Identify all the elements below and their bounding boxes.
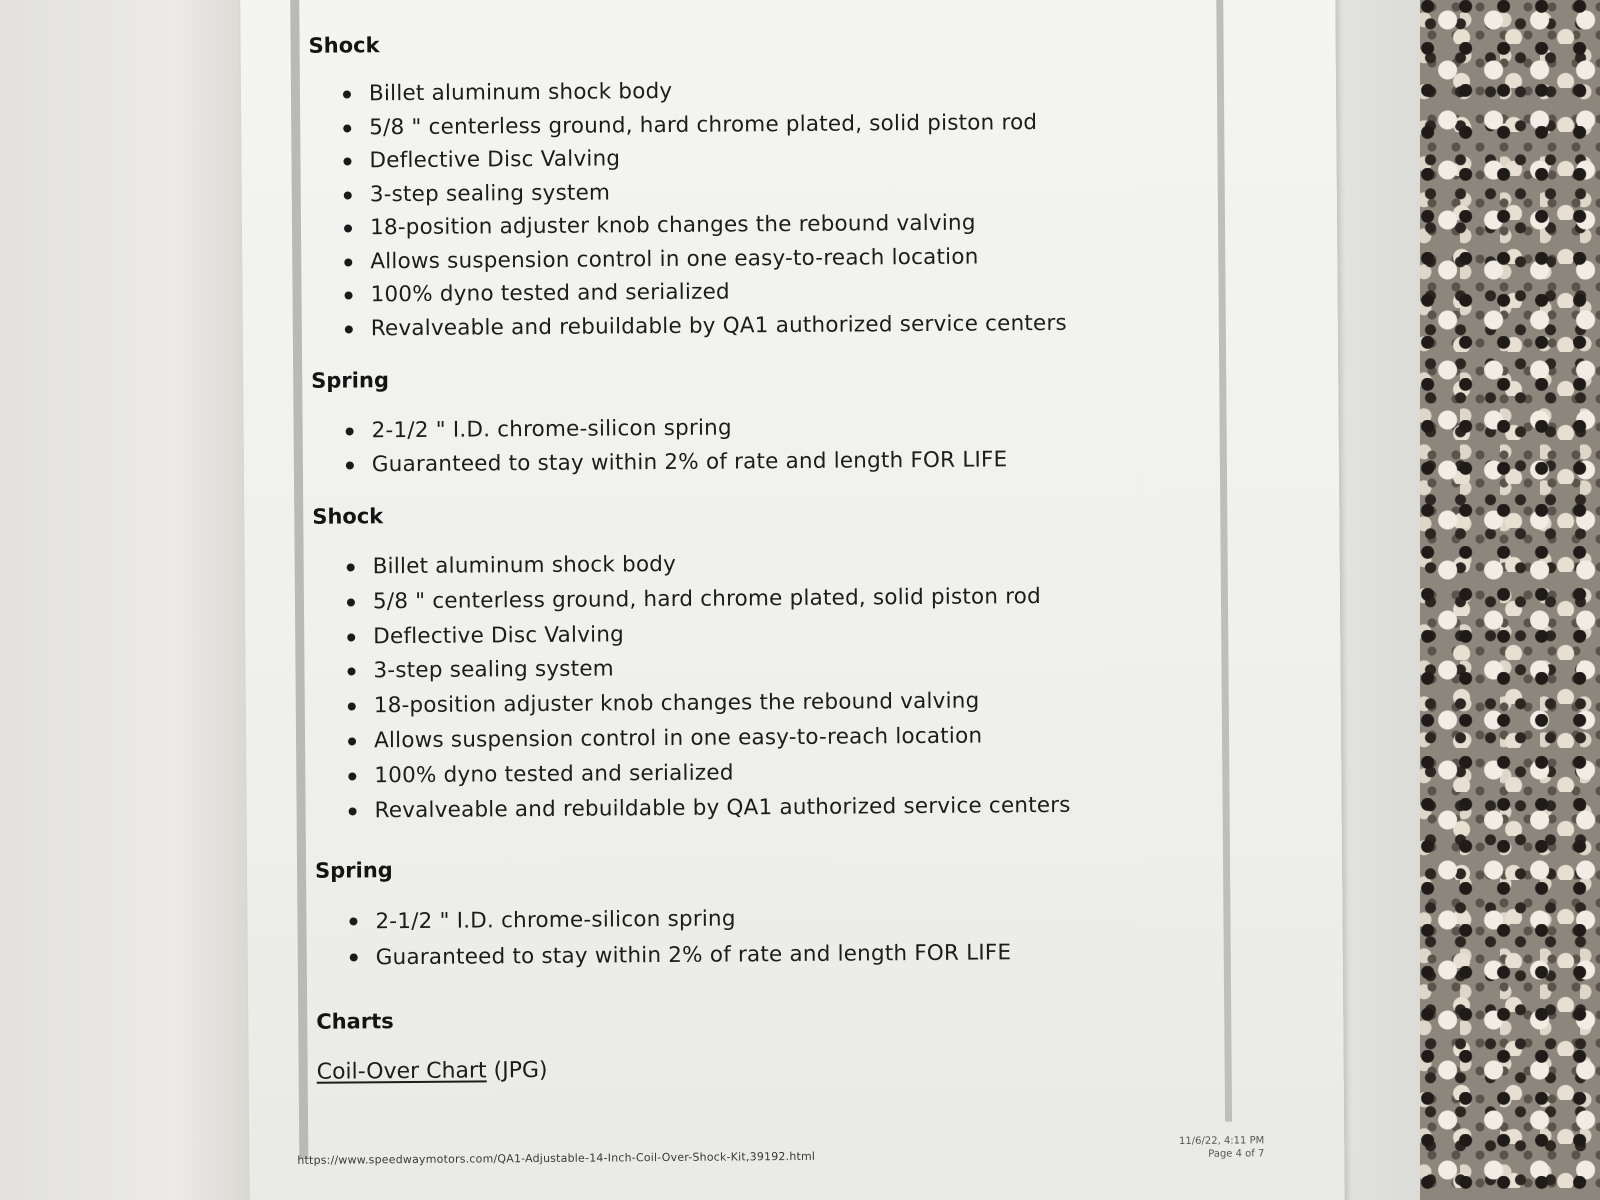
list-item: Guaranteed to stay within 2% of rate and length FOR LIFE: [312, 441, 1192, 481]
section-heading: Shock: [312, 504, 384, 529]
section-heading: Spring: [311, 368, 390, 393]
list-item: 3-step sealing system: [313, 648, 1193, 690]
list-item: 100% dyno tested and serialized: [310, 272, 1190, 312]
feature-list: [313, 544, 1195, 829]
footer-meta: [1174, 1134, 1264, 1161]
list-item: 3-step sealing system: [310, 171, 1190, 211]
coil-over-chart-link[interactable]: Coil-Over Chart: [316, 1058, 487, 1086]
list-item: 2-1/2 " I.D. chrome-silicon spring: [315, 898, 1195, 941]
list-item: Revalveable and rebuildable by QA1 authorized service centers: [311, 305, 1191, 345]
background-sheet: [0, 0, 250, 1200]
list-item: 2-1/2 " I.D. chrome-silicon spring: [311, 408, 1191, 448]
footer-timestamp: 11/6/22, 4:11 PM: [1178, 1135, 1265, 1147]
chart-file-type: (JPG): [486, 1058, 548, 1084]
right-margin-rule: [1216, 0, 1232, 1122]
list-item: Billet aluminum shock body: [309, 71, 1189, 111]
spring-section-2: [315, 852, 1196, 977]
section-heading: Spring: [314, 858, 393, 884]
section-heading: Shock: [308, 33, 380, 58]
list-item: Guaranteed to stay within 2% of rate and length FOR LIFE: [316, 934, 1196, 977]
feature-list: [311, 408, 1191, 482]
charts-heading: Charts: [316, 1009, 394, 1035]
feature-list: [309, 71, 1191, 346]
list-item: Deflective Disc Valving: [313, 613, 1193, 655]
footer-page-number: Page 4 of 7: [1208, 1148, 1265, 1160]
list-item: Billet aluminum shock body: [313, 544, 1193, 586]
spring-section-1: [311, 362, 1192, 482]
shock-section-1: [308, 27, 1190, 346]
list-item: 18-position adjuster knob changes the rebound valving: [314, 683, 1194, 725]
list-item: Allows suspension control in one easy-to-reach location: [310, 238, 1190, 278]
list-item: Revalveable and rebuildable by QA1 authorized service centers: [314, 787, 1194, 829]
page-content: [308, 27, 1196, 1085]
chart-link-line: [317, 1053, 1197, 1085]
shock-section-2: [312, 498, 1195, 829]
printed-page: [240, 0, 1345, 1200]
list-item: 5/8 " centerless ground, hard chrome plated, solid piston rod: [313, 579, 1193, 621]
countertop-background: [1420, 0, 1600, 1200]
left-margin-rule: [290, 0, 308, 1159]
list-item: Allows suspension control in one easy-to-reach location: [314, 718, 1194, 760]
list-item: Deflective Disc Valving: [309, 138, 1189, 178]
list-item: 18-position adjuster knob changes the rebound valving: [310, 205, 1190, 245]
list-item: 5/8 " centerless ground, hard chrome plated, solid piston rod: [309, 104, 1189, 144]
feature-list: [315, 898, 1196, 977]
charts-section: [316, 1003, 1197, 1085]
list-item: 100% dyno tested and serialized: [314, 753, 1194, 795]
footer-url: https://www.speedwaymotors.com/QA1-Adjustable-14-Inch-Coil-Over-Shock-Kit,39192.html: [297, 1149, 816, 1167]
